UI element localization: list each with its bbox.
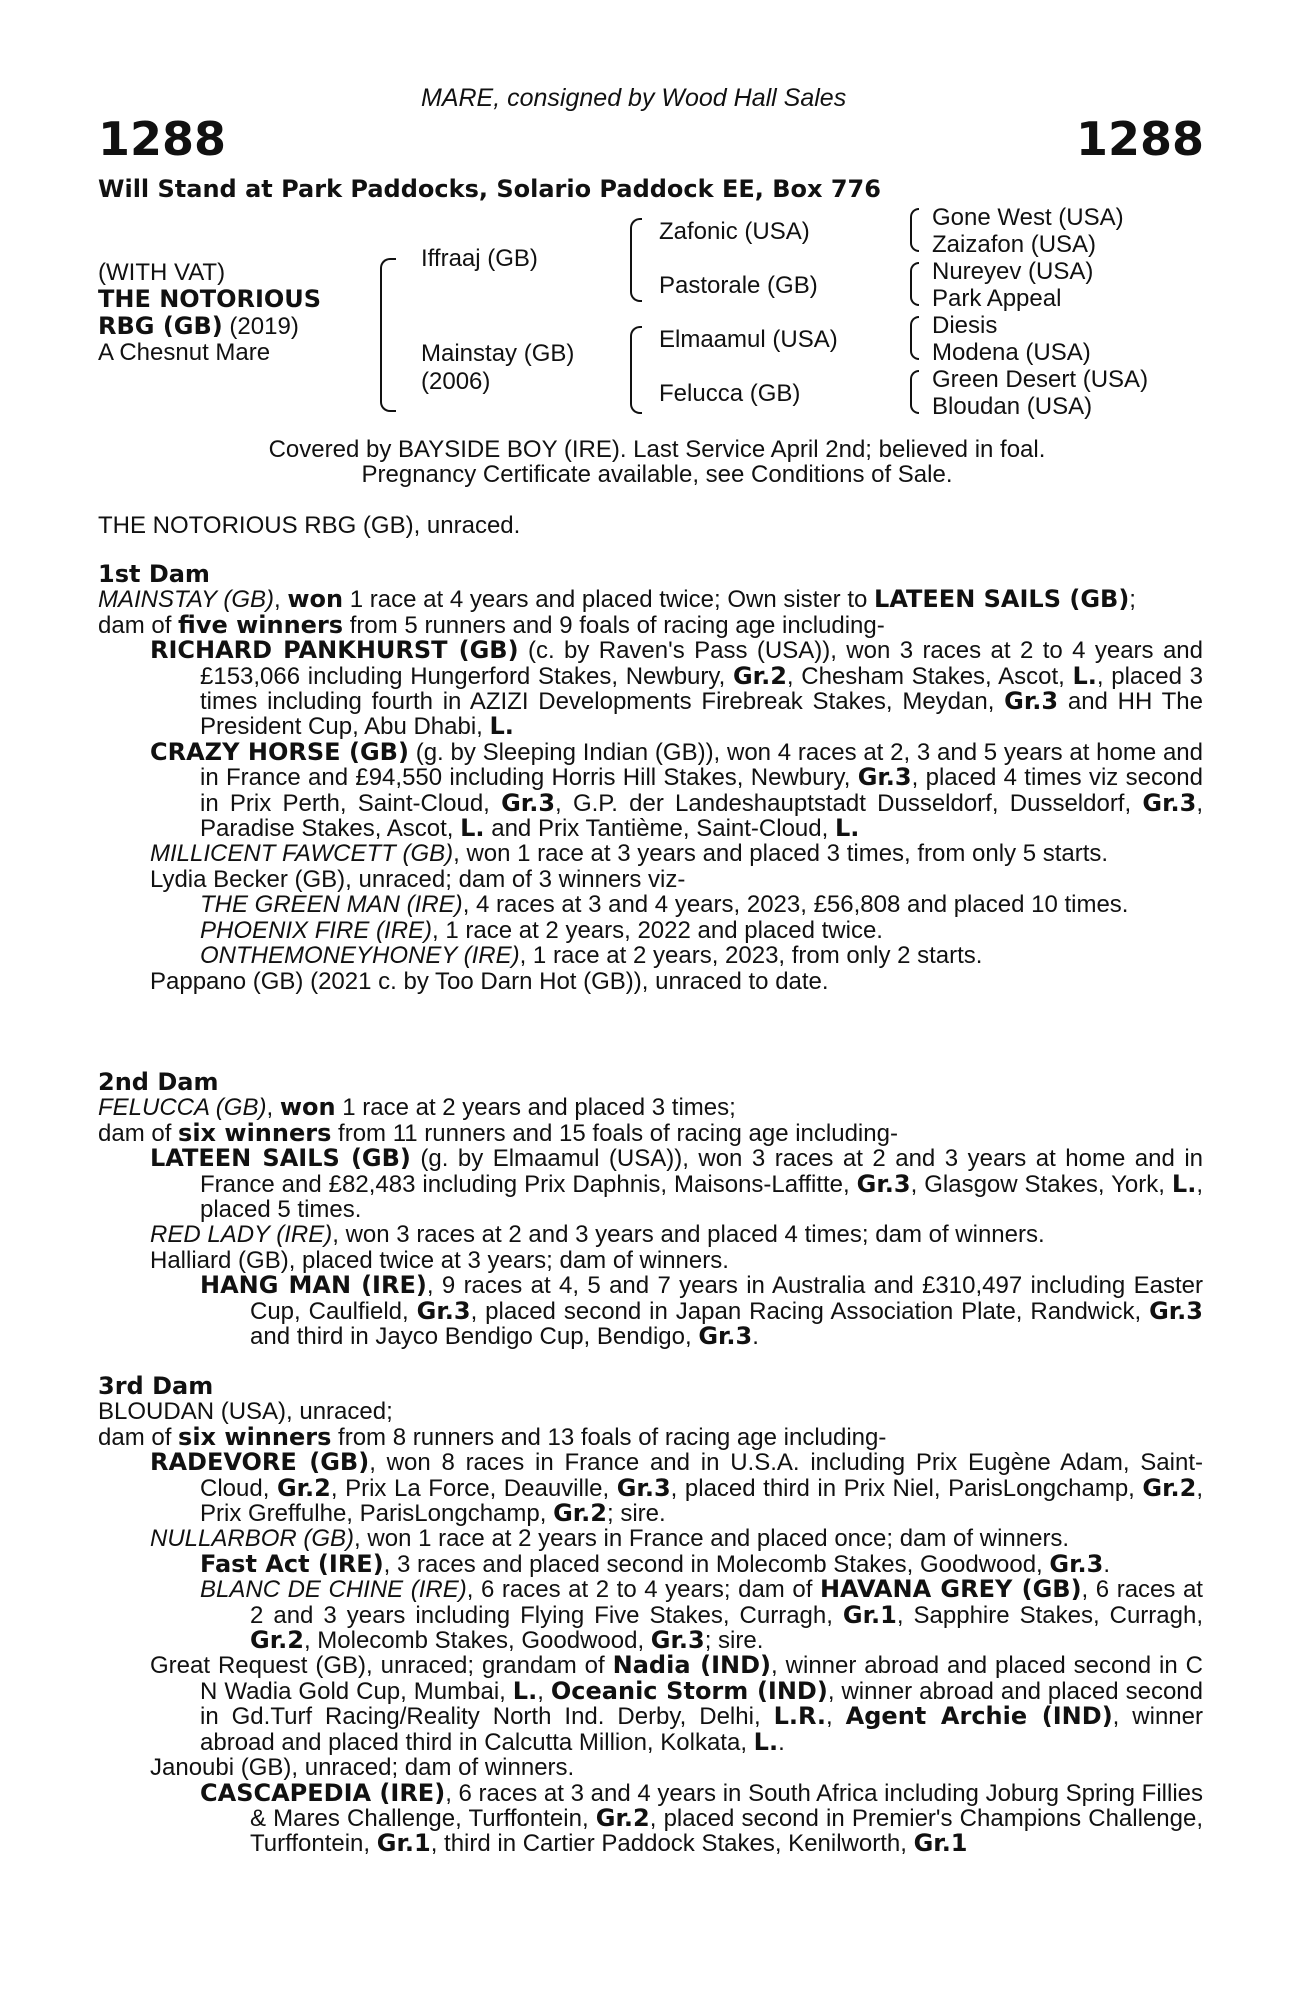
pedigree-brace-sire — [630, 218, 642, 302]
dam1-entry-4: Lydia Becker (GB), unraced; dam of 3 winners viz- — [150, 865, 686, 893]
pedigree-brace-g3-2 — [910, 262, 919, 306]
dam3-section — [98, 1374, 1203, 1857]
dam1-intro: MAINSTAY (GB), won 1 race at 4 years and placed twice; Own sister to LATEEN SAILS (GB); — [98, 585, 1136, 614]
dam3-entry-7: CASCAPEDIA (IRE), 6 races at 3 and 4 years in South Africa including Joburg Spring Fillies & Mares Challenge, Turffontein, Gr.2, placed second in Premier's Champions Challenge, Turffontein, Gr.1, third in Cartier Paddock Stakes, Kenilworth, Gr.1 — [200, 1778, 1204, 1858]
pedigree-gen3-7: Green Desert (USA) — [932, 366, 1149, 393]
dam3-heading: 3rd Dam — [98, 1372, 214, 1400]
dam2-heading: 2nd Dam — [98, 1068, 219, 1096]
dam3-entry-5: Great Request (GB), unraced; grandam of Nadia (IND), winner abroad and placed second in C N Wadia Gold Cup, Mumbai, L., Oceanic Storm (IND), winner abroad and placed second in Gd.Turf Racing/Reality North Ind. Derby, Delhi, L.R., Agent Archie (IND), winner abroad and placed third in Calcutta Million, Kolkata, L.. — [150, 1651, 1203, 1756]
pedigree-gen2-2: Pastorale (GB) — [659, 272, 818, 299]
dam3-entry-2: NULLARBOR (GB), won 1 race at 2 years in France and placed once; dam of winners. — [150, 1525, 1070, 1553]
pedigree-brace-g3-3 — [910, 316, 919, 360]
dam3-dam-of: dam of six winners from 8 runners and 13 foals of racing age including- — [98, 1422, 887, 1451]
dam1-entry-7: ONTHEMONEYHONEY (IRE), 1 race at 2 years, 2023, from only 2 starts. — [200, 942, 983, 970]
dam3-entry-4: BLANC DE CHINE (IRE), 6 races at 2 to 4 years; dam of HAVANA GREY (GB), 6 races at 2 and 3 years including Flying Five Stakes, Curragh, Gr.1, Sapphire Stakes, Curragh, Gr.2, Molecomb Stakes, Goodwood, Gr.3; sire. — [200, 1575, 1204, 1655]
dam2-entry-4: HANG MAN (IRE), 9 races at 4, 5 and 7 years in Australia and £310,497 including Easter Cup, Caulfield, Gr.3, placed second in Japan Racing Association Plate, Randwick, Gr.3 and third in Jayco Bendigo Cup, Bendigo, Gr.3. — [200, 1271, 1203, 1351]
horse-name-rbg: RBG (GB) — [98, 312, 223, 340]
lot-number-left: 1288 — [98, 112, 227, 166]
dam2-entry-1: LATEEN SAILS (GB) (g. by Elmaamul (USA)), won 3 races at 2 and 3 years at home and in France and £82,483 including Prix Daphnis, Maisons-Laffitte, Gr.3, Glasgow Stakes, York, L., placed 5 times. — [150, 1144, 1204, 1224]
dam2-dam-of: dam of six winners from 11 runners and 15 foals of racing age including- — [98, 1118, 898, 1147]
dam1-entry-3: MILLICENT FAWCETT (GB), won 1 race at 3 years and placed 3 times, from only 5 starts. — [150, 840, 1109, 868]
pedigree-sire: Iffraaj (GB) — [421, 245, 538, 272]
horse-name-line2 — [98, 312, 299, 341]
pedigree-gen3-5: Diesis — [932, 312, 998, 339]
pedigree-gen2-1: Zafonic (USA) — [659, 218, 810, 245]
pedigree-dam-line2: (2006) — [421, 368, 491, 395]
dam2-entry-2: RED LADY (IRE), won 3 races at 2 and 3 years and placed 4 times; dam of winners. — [150, 1221, 1045, 1249]
dam1-entry-6: PHOENIX FIRE (IRE), 1 race at 2 years, 2022 and placed twice. — [200, 916, 883, 944]
horse-name-line1: THE NOTORIOUS — [98, 285, 322, 313]
pedigree-dam-line1: Mainstay (GB) — [421, 340, 575, 367]
pedigree-gen3-1: Gone West (USA) — [932, 204, 1124, 231]
pedigree-gen3-8: Bloudan (USA) — [932, 393, 1093, 420]
pedigree-brace-g3-1 — [910, 208, 919, 252]
dam3-entry-3: Fast Act (IRE), 3 races and placed second in Molecomb Stakes, Goodwood, Gr.3. — [200, 1549, 1110, 1578]
dam1-entry-5: THE GREEN MAN (IRE), 4 races at 3 and 4 years, 2023, £56,808 and placed 10 times. — [200, 891, 1129, 919]
covering-line1: Covered by BAYSIDE BOY (IRE). Last Service April 2nd; believed in foal. — [268, 436, 1046, 463]
dam2-intro: FELUCCA (GB), won 1 race at 2 years and placed 3 times; — [98, 1093, 736, 1122]
covering-line2: Pregnancy Certificate available, see Conditions of Sale. — [361, 461, 953, 488]
pedigree-gen2-4: Felucca (GB) — [659, 380, 801, 407]
dam1-section — [98, 562, 1203, 994]
horse-year: (2019) — [222, 313, 299, 340]
dam1-entry-8: Pappano (GB) (2021 c. by Too Darn Hot (GB)), unraced to date. — [150, 967, 829, 995]
unraced-line: THE NOTORIOUS RBG (GB), unraced. — [98, 512, 521, 539]
pedigree-gen2-3: Elmaamul (USA) — [659, 326, 838, 353]
pedigree-gen3-3: Nureyev (USA) — [932, 258, 1094, 285]
vat-label: (WITH VAT) — [98, 259, 226, 286]
pedigree-gen3-4: Park Appeal — [932, 285, 1062, 312]
dam1-entry-2: CRAZY HORSE (GB) (g. by Sleeping Indian (GB)), won 4 races at 2, 3 and 5 years at home and in France and £94,550 including Horris Hill Stakes, Newbury, Gr.3, placed 4 times viz second in Prix Perth, Saint-Cloud, Gr.3, G.P. der Landeshauptstadt Dusseldorf, Dusseldorf, Gr.3, Paradise Stakes, Ascot, L. and Prix Tantième, Saint-Cloud, L. — [150, 737, 1203, 843]
dam2-section — [98, 1070, 1203, 1349]
dam3-intro: BLOUDAN (USA), unraced; — [98, 1398, 393, 1426]
lot-number-right: 1288 — [1075, 112, 1204, 166]
dam1-entry-1: RICHARD PANKHURST (GB) (c. by Raven's Pass (USA)), won 3 races at 2 to 4 years and £153,066 including Hungerford Stakes, Newbury, Gr.2, Chesham Stakes, Ascot, L., placed 3 times including fourth in AZIZI Developments Firebreak Stakes, Meydan, Gr.3 and HH The President Cup, Abu Dhabi, L. — [150, 636, 1204, 741]
pedigree-gen3-2: Zaizafon (USA) — [932, 231, 1097, 258]
pedigree-brace-main — [380, 258, 396, 412]
stand-line: Will Stand at Park Paddocks, Solario Paddock EE, Box 776 — [98, 175, 881, 203]
pedigree-brace-g3-4 — [910, 370, 919, 414]
dam3-entry-6: Janoubi (GB), unraced; dam of winners. — [150, 1754, 575, 1782]
dam3-entry-1: RADEVORE (GB), won 8 races in France and in U.S.A. including Prix Eugène Adam, Saint-Cloud, Gr.2, Prix La Force, Deauville, Gr.3, placed third in Prix Niel, ParisLongchamp, Gr.2, Prix Greffulhe, ParisLongchamp, Gr.2; sire. — [150, 1448, 1204, 1528]
dam1-heading: 1st Dam — [98, 560, 210, 588]
dam1-dam-of: dam of five winners from 5 runners and 9 foals of racing age including- — [98, 610, 885, 639]
pedigree-gen3-6: Modena (USA) — [932, 339, 1091, 366]
pedigree-brace-dam — [630, 326, 642, 414]
consignor-line: MARE, consigned by Wood Hall Sales — [421, 84, 847, 112]
horse-description: A Chesnut Mare — [98, 339, 271, 366]
dam2-entry-3: Halliard (GB), placed twice at 3 years; dam of winners. — [150, 1246, 729, 1274]
